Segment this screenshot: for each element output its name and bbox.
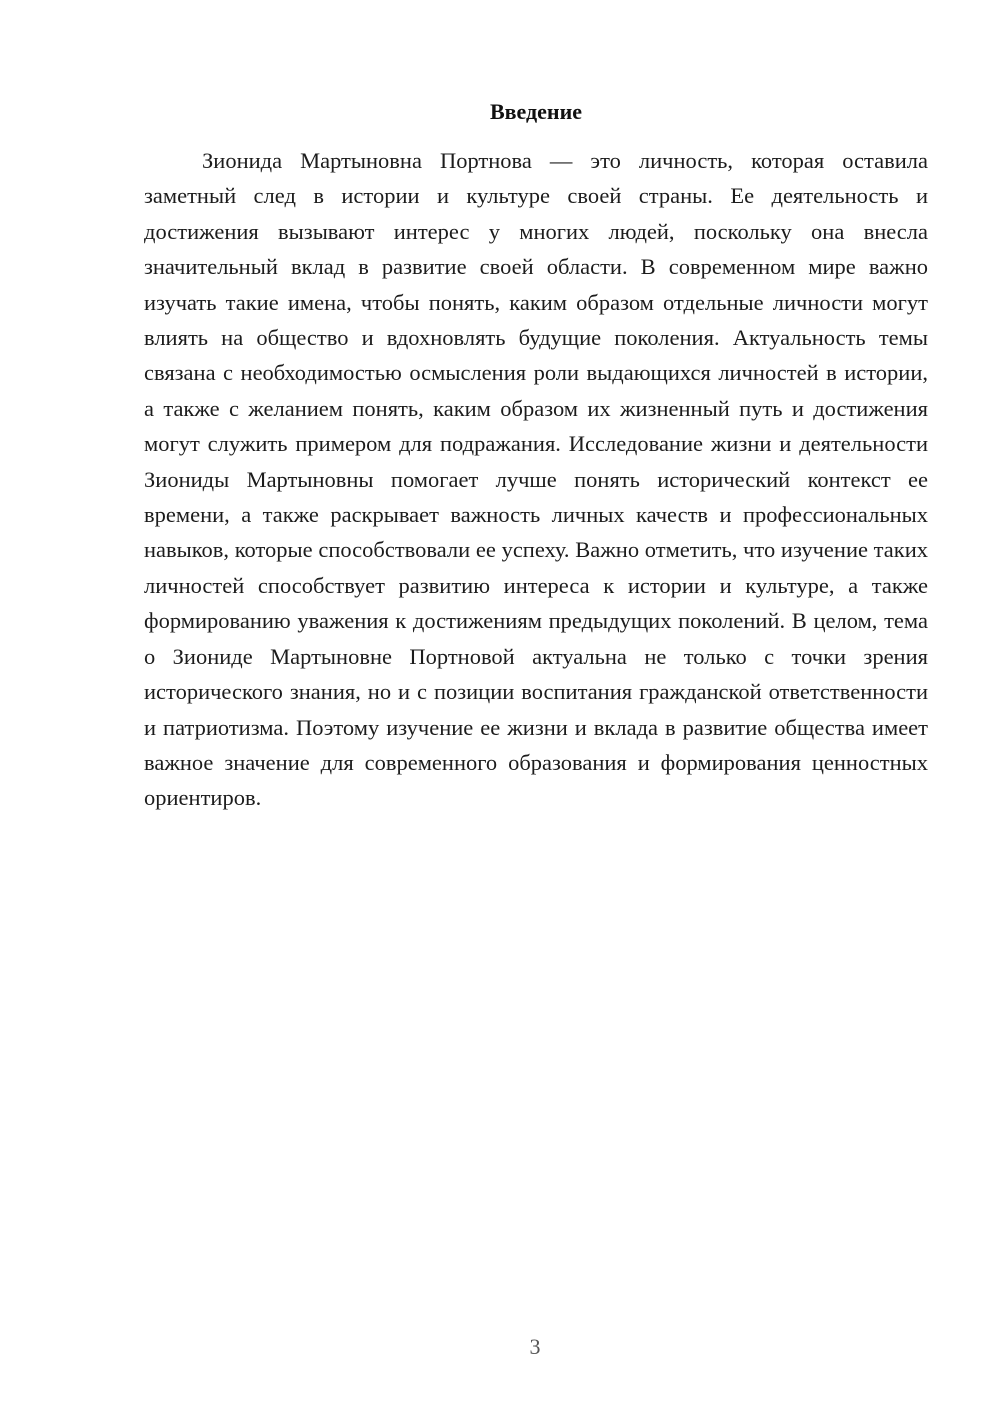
page-title: Введение: [489, 99, 583, 124]
page-number: 3: [529, 1334, 541, 1359]
body-paragraph: Зионида Мартыновна Портнова — это личность, которая оставила заметный след в истории и культуре своей страны. Ее деятельность и достижения вызывают интерес у многих людей, поскольку она внесла значительный вклад в развитие своей области. В современном мире важно изучать такие имена, чтобы понять, каким образом отдельные личности могут влиять на общество и вдохновлять будущие поколения. Актуальность темы связана с необходимостью осмысления роли выдающихся личностей в истории, а также с желанием понять, каким образом их жизненный путь и достижения могут служить примером для подражания. Исследование жизни и деятельности Зиониды Мартыновны помогает лучше понять исторический контекст ее времени, а также раскрывает важность личных качеств и профессиональных навыков, которые способствовали ее успеху. Важно отметить, что изучение таких личностей способствует развитию интереса к истории и культуре, а также формированию уважения к достижениям предыдущих поколений. В целом, тема о Зиониде Мартыновне Портновой актуальна не только с точки зрения исторического знания, но и с позиции воспитания гражданской ответственности и патриотизма. Поэтому изучение ее жизни и вклада в развитие общества имеет важное значение для современного образования и формирования ценностных ориентиров.: [144, 148, 928, 811]
